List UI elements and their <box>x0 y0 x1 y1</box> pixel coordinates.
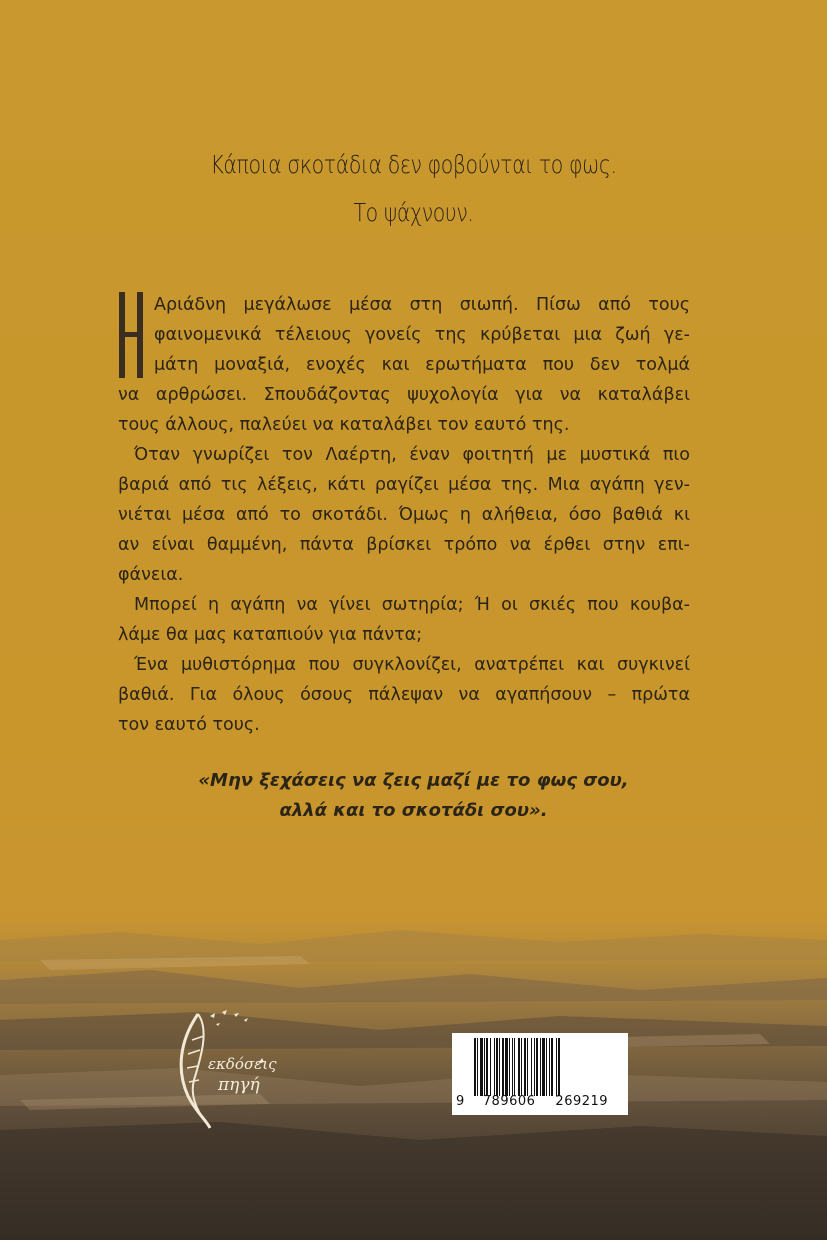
blurb-p1-line: τους άλλους, παλεύει να καταλάβει τον εαυτό της. <box>118 415 570 435</box>
publisher-name-line-2: πηγή <box>218 1075 260 1095</box>
barcode-group-1: 789606 <box>482 1094 536 1109</box>
barcode-bars <box>474 1038 622 1096</box>
blurb-p1-line: να αρθρώσει. Σπουδάζοντας ψυχολογία για να καταλάβει <box>118 385 690 405</box>
barcode-group-2: 269219 <box>555 1094 609 1109</box>
barcode-digits <box>456 1094 624 1109</box>
quote-line-2: αλλά και το σκοτάδι σου». <box>279 800 548 821</box>
blurb-paragraph-3 <box>118 590 690 650</box>
publisher-name-line-1: εκδόσεις <box>208 1055 277 1073</box>
blurb-p4-line: Ένα μυθιστόρημα που συγκλονίζει, ανατρέπει και συγκινεί <box>134 655 690 675</box>
blurb-paragraph-1 <box>118 290 690 440</box>
blurb-p3-line: λάμε θα μας καταπιούν για πάντα; <box>118 625 423 645</box>
quote-line-1: «Μην ξεχάσεις να ζεις μαζί με το φως σου, <box>198 770 629 791</box>
blurb-paragraph-4 <box>118 650 690 740</box>
blurb-p2-line: φάνεια. <box>118 565 184 585</box>
barcode-digit-first: 9 <box>456 1094 465 1109</box>
blurb <box>118 290 690 740</box>
isbn-barcode <box>452 1033 628 1115</box>
barcode-bar <box>560 1038 561 1096</box>
drop-cap <box>118 292 144 378</box>
blurb-p2-line: αν είναι θαμμένη, πάντα βρίσκει τρόπο να έρθει στην επι- <box>118 535 690 555</box>
blurb-p1-line: μάτη μοναξιά, ενοχές και ερωτήματα που δεν τολμά <box>154 355 690 375</box>
blurb-p2-line: νιέται μέσα από το σκοτάδι. Όμως η αλήθεια, όσο βαθιά κι <box>118 505 690 525</box>
blurb-p2-line: βαριά από τις λέξεις, κάτι ραγίζει μέσα της. Μια αγάπη γεν- <box>118 475 690 495</box>
blurb-paragraph-2 <box>118 440 690 590</box>
blurb-p4-line: βαθιά. Για όλους όσους πάλεψαν να αγαπήσουν – πρώτα <box>118 685 690 705</box>
painted-texture <box>0 900 827 1240</box>
blurb-p1-line: Αριάδνη μεγάλωσε μέσα στη σιωπή. Πίσω από τους <box>154 295 690 315</box>
blurb-p1-line: φαινομενικά τέλειους γονείς της κρύβεται μια ζωή γε- <box>154 325 690 345</box>
tagline-line-1: Κάποια σκοτάδια δεν φοβούνται το φως. <box>210 150 617 179</box>
blurb-p3-line: Μπορεί η αγάπη να γίνει σωτηρία; Ή οι σκιές που κουβα- <box>134 595 690 615</box>
blurb-p2-line: Όταν γνωρίζει τον Λαέρτη, έναν φοιτητή με μυστικά πιο <box>134 445 690 465</box>
tagline-line-2: Το ψάχνουν. <box>353 198 474 227</box>
blurb-p4-line: τον εαυτό τους. <box>118 715 260 735</box>
